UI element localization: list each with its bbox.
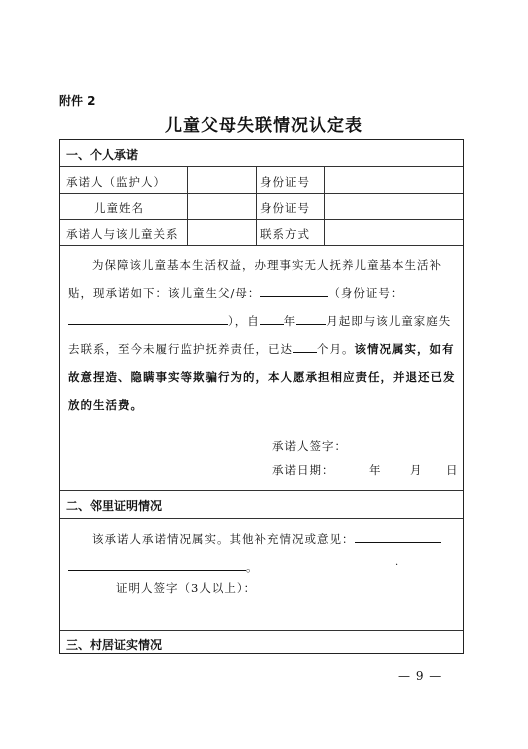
date-year: 年 xyxy=(369,463,382,477)
remarks-blank-2 xyxy=(68,558,246,571)
child-name-label: 儿童姓名 xyxy=(94,201,144,215)
neighbor-paragraph: 该承诺人承诺情况属实。其他补充情况或意见：。 xyxy=(68,525,458,581)
relationship-label: 承诺人与该儿童关系 xyxy=(66,227,179,241)
contact-label: 联系方式 xyxy=(260,227,310,241)
stray-dot: . xyxy=(395,557,400,568)
child-id-label: 身份证号 xyxy=(260,201,310,215)
confirmation-form xyxy=(59,139,464,654)
date-month: 月 xyxy=(410,463,423,477)
witness-signature-label: 证明人签字（3人以上）： xyxy=(116,581,257,595)
date-day: 日 xyxy=(446,463,459,477)
month-blank xyxy=(296,312,326,325)
column-divider xyxy=(324,166,325,245)
divider xyxy=(60,166,463,167)
pledge-paragraph: 为保障该儿童基本生活权益，办理事实无人抚养儿童基本生活补贴，现承诺如下：该儿童生父/母： （身份证号：），自 年 月起即与该儿童家庭失去联系，至今未履行监护抚养责任，已达 个月。该情况属实，如有故意捏造、隐瞒事实等欺骗行为的，本人愿承担相应责任，并退还已发放的生活费。 xyxy=(68,258,456,412)
months-count-blank xyxy=(293,340,317,353)
divider xyxy=(60,630,463,631)
section-3-heading: 三、村居证实情况 xyxy=(66,638,163,652)
page-title: 儿童父母失联情况认定表 xyxy=(165,116,363,136)
attachment-label: 附件 2 xyxy=(59,94,96,108)
divider xyxy=(60,518,463,519)
pledge-bold-statement: 该情况属实，如有故意捏造、隐瞒事实等欺骗行为的，本人愿承担相应责任，并退还已发放的生活费。 xyxy=(68,342,456,412)
divider xyxy=(60,193,463,194)
guardian-id-label: 身份证号 xyxy=(260,175,310,189)
remarks-blank xyxy=(355,530,441,543)
page-number: — 9 — xyxy=(398,669,443,683)
divider xyxy=(60,245,463,246)
column-divider xyxy=(256,166,257,245)
section-1-heading: 一、个人承诺 xyxy=(66,148,139,162)
divider xyxy=(60,490,463,491)
column-divider xyxy=(187,166,188,245)
parent-name-blank xyxy=(260,284,328,297)
parent-id-blank xyxy=(68,312,228,325)
pledger-signature-label: 承诺人签字： xyxy=(272,439,347,453)
guardian-label: 承诺人（监护人） xyxy=(66,175,166,189)
section-2-heading: 二、邻里证明情况 xyxy=(66,499,163,513)
divider xyxy=(60,219,463,220)
year-blank xyxy=(260,312,284,325)
pledge-date-label: 承诺日期： xyxy=(272,463,335,477)
